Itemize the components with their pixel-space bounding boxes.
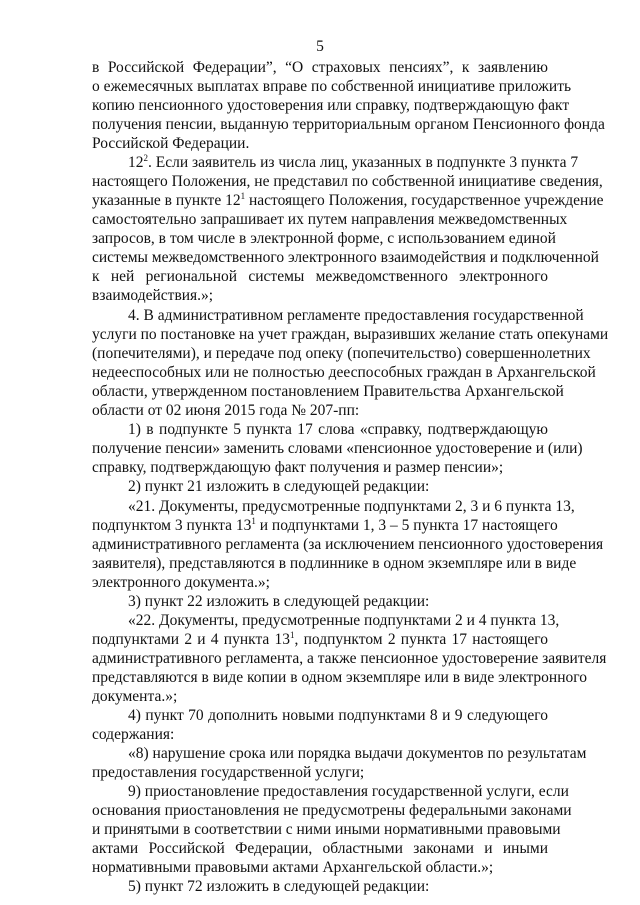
text-line	[92, 210, 568, 229]
text-line	[92, 325, 609, 344]
text-line	[92, 839, 548, 858]
line-text: 5) пункт 72 изложить в следующей редакции:	[128, 878, 430, 895]
text-line	[92, 858, 548, 877]
line-text: представляются в виде копии в одном экземпляре или в виде электронного	[92, 669, 587, 686]
line-text: самостоятельно запрашивает их путем направления межведомственных	[92, 211, 568, 228]
line-text: запросов, в том числе в электронной форме, с использованием единой	[92, 230, 556, 247]
text-line	[128, 477, 548, 496]
line-text: 9) приостановление предоставления государственной услуги, если	[128, 783, 569, 800]
line-text: документа.»;	[92, 688, 178, 705]
line-text: справку, подтверждающую факт получения и размер пенсии»;	[92, 459, 504, 476]
text-line	[92, 382, 564, 401]
line-text-continuation: настоящего Положения, государственное учреждение	[245, 192, 604, 209]
text-line	[92, 77, 572, 96]
text-line	[92, 535, 604, 554]
text-line	[128, 497, 575, 516]
line-text: в Российской Федерации”, “О страховых пенсиях”, к заявлению	[92, 59, 548, 76]
line-text-continuation: и подпунктами 1, 3 – 5 пункта 17 настоящего	[255, 517, 558, 534]
line-text: предоставления государственной услуги;	[92, 764, 365, 781]
line-text: Российской Федерации.	[92, 135, 250, 152]
text-line	[128, 782, 569, 801]
page-number: 5	[316, 38, 324, 55]
line-text: «8) нарушение срока или порядка выдачи документов по результатам	[128, 745, 587, 762]
text-line	[128, 706, 548, 725]
text-line	[128, 744, 587, 763]
line-text: подпунктом 3 пункта 13	[92, 517, 252, 534]
line-text: «21. Документы, предусмотренные подпунктами 2, 3 и 6 пункта 13,	[128, 498, 575, 515]
line-text: нормативными правовыми актами Архангельской области.»;	[92, 859, 494, 876]
line-text-continuation: , подпунктом 2 пункта 17 настоящего	[294, 631, 548, 648]
line-text: 4) пункт 70 дополнить новыми подпунктами 8 и 9 следующего	[128, 707, 548, 724]
line-text: указанные в пункте 12	[92, 192, 241, 209]
text-line	[92, 573, 548, 592]
line-text: административного регламента (за исключением пенсионного удостоверения	[92, 536, 604, 553]
text-line	[92, 286, 548, 305]
line-text: получение пенсии» заменить словами «пенсионное удостоверение и (или)	[92, 440, 583, 457]
line-text: системы межведомственного электронного взаимодействия и подключенной	[92, 249, 599, 266]
line-text: недееспособных или не полностью дееспособных граждан в Архангельской	[92, 364, 596, 381]
text-line	[128, 153, 579, 172]
line-text: 12	[128, 154, 144, 171]
line-text-continuation: . Если заявитель из числа лиц, указанных в подпункте 3 пункта 7	[148, 154, 579, 171]
text-line	[92, 439, 583, 458]
text-line	[92, 229, 556, 248]
text-line	[92, 115, 605, 134]
text-line	[92, 516, 558, 535]
text-line	[92, 134, 548, 153]
line-text: взаимодействия.»;	[92, 287, 214, 304]
line-text: области от 02 июня 2015 года № 207-пп:	[92, 402, 360, 419]
text-line	[92, 630, 548, 649]
text-line	[92, 554, 577, 573]
line-text: о ежемесячных выплатах вправе по собственной инициативе приложить	[92, 78, 572, 95]
text-line	[128, 592, 548, 611]
text-line	[92, 191, 604, 210]
line-text: услуги по постановке на учет граждан, выразивших желание стать опекунами	[92, 326, 609, 343]
text-line	[92, 96, 570, 115]
text-line	[92, 458, 548, 477]
text-line	[92, 801, 572, 820]
line-text: и принятыми в соответствии с ними иными нормативными правовыми	[92, 821, 561, 838]
text-line	[92, 248, 599, 267]
line-text: актами Российской Федерации, областными законами и иными	[92, 840, 548, 857]
text-line	[92, 267, 548, 286]
line-text: 3) пункт 22 изложить в следующей редакции:	[128, 593, 430, 610]
text-line	[92, 820, 561, 839]
text-line	[92, 363, 596, 382]
superscript-index: 2	[143, 153, 148, 163]
text-line	[92, 725, 548, 744]
line-text: «22. Документы, предусмотренные подпунктами 2 и 4 пункта 13,	[128, 612, 560, 629]
line-text: копию пенсионного удостоверения или справку, подтверждающую факт	[92, 97, 570, 114]
text-line	[128, 611, 560, 630]
text-line	[92, 172, 603, 191]
superscript-index: 1	[240, 191, 246, 201]
text-line	[92, 763, 548, 782]
superscript-index: 1	[251, 516, 256, 526]
line-text: получения пенсии, выданную территориальным органом Пенсионного фонда	[92, 116, 605, 133]
text-line	[92, 668, 587, 687]
text-line	[92, 687, 548, 706]
line-text: электронного документа.»;	[92, 574, 270, 591]
line-text: 4. В административном регламенте предоставления государственной	[128, 307, 584, 324]
text-line	[128, 877, 548, 896]
text-line	[92, 58, 548, 77]
text-line	[92, 649, 607, 668]
line-text: (попечителями), и передаче под опеку (попечительство) совершеннолетних	[92, 345, 591, 362]
text-line	[92, 344, 591, 363]
line-text: основания приостановления не предусмотрены федеральными законами	[92, 802, 572, 819]
line-text: административного регламента, а также пенсионное удостоверение заявителя	[92, 650, 607, 667]
text-line	[128, 306, 584, 325]
line-text: к ней региональной системы межведомственного электронного	[92, 268, 548, 285]
superscript-index: 1	[290, 630, 295, 640]
line-text: заявителя), представляются в подлиннике в одном экземпляре или в виде	[92, 555, 577, 572]
text-line	[128, 420, 548, 439]
line-text: настоящего Положения, не представил по собственной инициативе сведения,	[92, 173, 603, 190]
line-text: подпунктами 2 и 4 пункта 13	[92, 631, 291, 648]
line-text: 1) в подпункте 5 пункта 17 слова «справку, подтверждающую	[128, 421, 548, 438]
line-text: области, утвержденном постановлением Правительства Архангельской	[92, 383, 564, 400]
line-text: 2) пункт 21 изложить в следующей редакции:	[128, 478, 430, 495]
line-text: содержания:	[92, 726, 175, 743]
text-line	[92, 401, 548, 420]
